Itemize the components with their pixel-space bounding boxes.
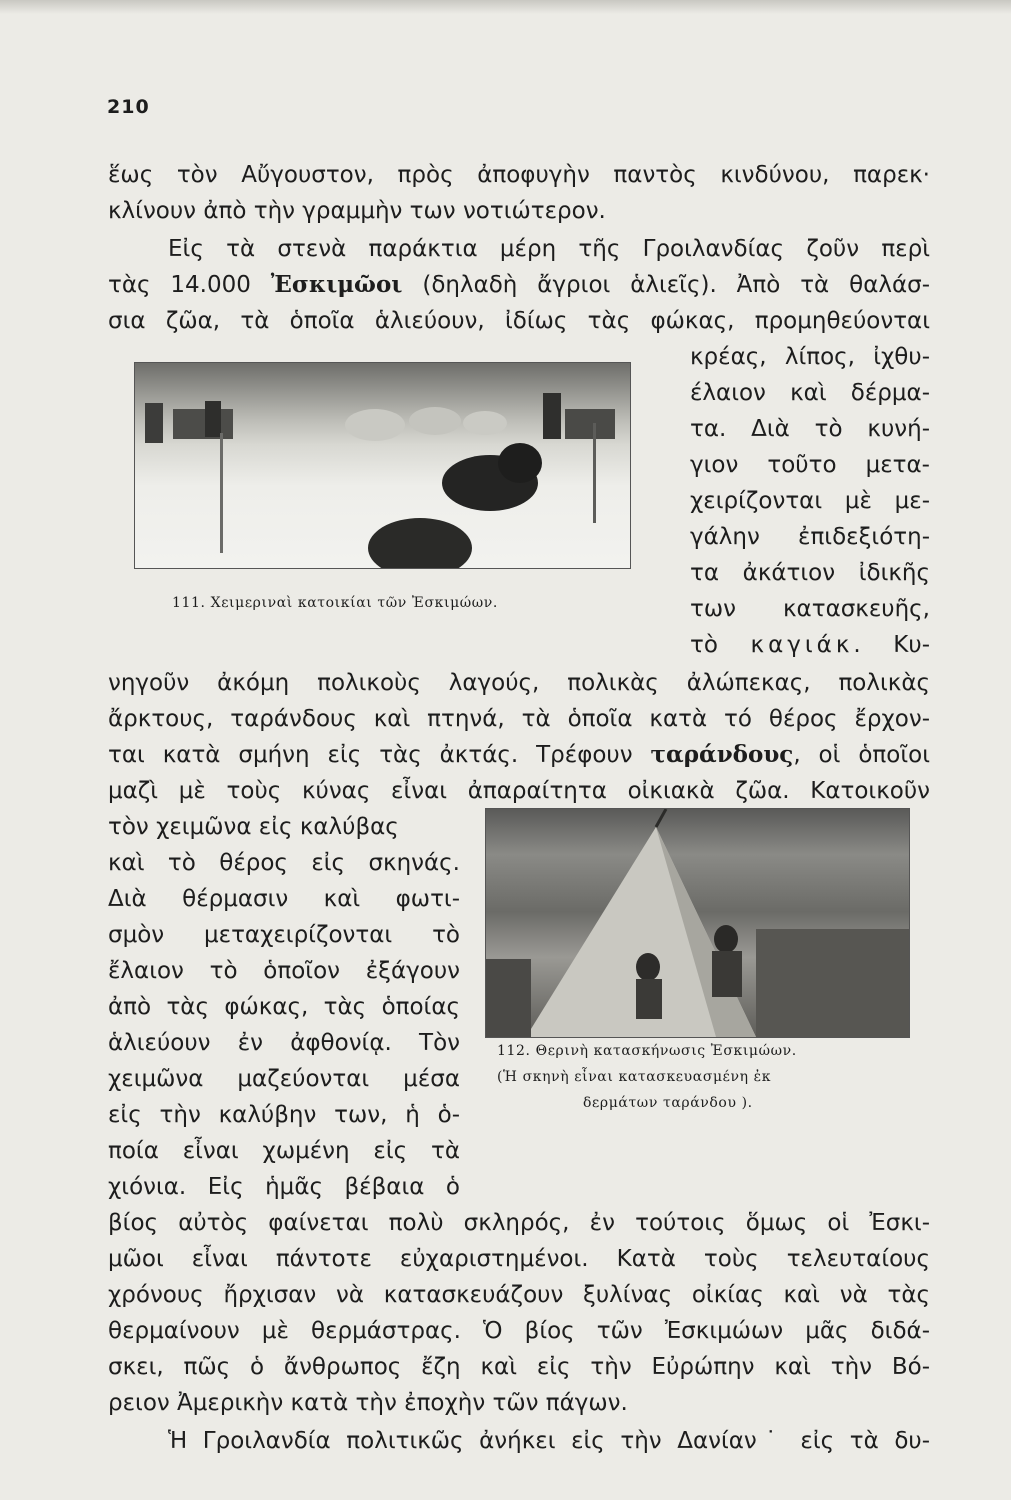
text-line: σμὸν μεταχειρίζονται τὸ xyxy=(108,922,460,948)
text-line xyxy=(108,740,930,770)
winter-scene-illustration xyxy=(135,363,630,568)
figure-112-caption-line3: δερμάτων ταράνδου ). xyxy=(583,1095,753,1111)
text-line: Εἰς τὰ στενὰ παράκτια μέρη τῆς Γροιλανδίας ζοῦν περὶ xyxy=(168,236,930,262)
photo-summer-tent xyxy=(485,808,910,1038)
bold-term-eskimos: Ἐσκιμῶοι xyxy=(270,271,403,298)
text-line: χειρίζονται μὲ με- xyxy=(690,488,930,514)
page-top-edge xyxy=(0,0,1011,14)
text-line: νηγοῦν ἀκόμη πολικοὺς λαγούς, πολικὰς ἀλώπεκας, πολικὰς xyxy=(108,670,930,696)
text-line: καὶ τὸ θέρος εἰς σκηνάς. xyxy=(108,850,460,876)
text-line xyxy=(690,630,930,660)
text-line: τα ἀκάτιον ἰδικῆς xyxy=(690,560,930,586)
spaced-term-kayak: καγιάκ xyxy=(750,632,854,658)
text-line: ἁλιεύουν ἐν ἀφθονίᾳ. Τὸν xyxy=(108,1030,460,1056)
figure-111-caption: 111. Χειμεριναὶ κατοικίαι τῶν Ἐσκιμώων. xyxy=(172,595,498,611)
text-line: μῶοι εἶναι πάντοτε εὐχαριστημένοι. Κατὰ τοὺς τελευταίους xyxy=(108,1246,930,1272)
text-line: ἀπὸ τὰς φώκας, τὰς ὁποίας xyxy=(108,994,460,1020)
text-run: . Κυ- xyxy=(853,632,930,658)
text-line: κλίνουν ἀπὸ τὴν γραμμὴν των νοτιώτερον. xyxy=(108,198,606,224)
text-line: Ἡ Γροιλανδία πολιτικῶς ἀνήκει εἰς τὴν Δανίαν˙ εἰς τὰ δυ- xyxy=(168,1428,930,1454)
text-line xyxy=(108,270,930,300)
text-line: των κατασκευῆς, xyxy=(690,596,930,622)
text-line: ποία εἶναι χωμένη εἰς τὰ xyxy=(108,1138,460,1164)
text-run: τὸ xyxy=(690,632,751,658)
text-line: βίος αὐτὸς φαίνεται πολὺ σκληρός, ἐν τούτοις ὅμως οἱ Ἐσκι- xyxy=(108,1210,930,1236)
text-line: κρέας, λίπος, ἰχθυ- xyxy=(690,344,930,370)
text-line: ἄρκτους, ταράνδους καὶ πτηνά, τὰ ὁποῖα κατὰ τό θέρος ἔρχον- xyxy=(108,706,930,732)
text-line: εἰς τὴν καλύβην των, ἡ ὁ- xyxy=(108,1102,460,1128)
text-line: χρόνους ἤρχισαν νὰ κατασκευάζουν ξυλίνας οἰκίας καὶ νὰ τὰς xyxy=(108,1282,930,1308)
text-line: γάλην ἐπιδεξιότη- xyxy=(690,524,930,550)
text-run: τὰς 14.000 xyxy=(108,272,271,298)
figure-112-caption-line2: (Ἡ σκηνὴ εἶναι κατασκευασμένη ἐκ xyxy=(497,1069,772,1085)
text-line: ρειον Ἀμερικὴν κατὰ τὴν ἐποχὴν τῶν πάγων. xyxy=(108,1390,628,1416)
text-run: ται κατὰ σμήνη εἰς τὰς ἀκτάς. Τρέφουν xyxy=(108,742,651,768)
text-line: χιόνια. Εἰς ἡμᾶς βέβαια ὁ xyxy=(108,1174,460,1200)
text-line: ἕως τὸν Αὔγουστον, πρὸς ἀποφυγὴν παντὸς κινδύνου, παρεκ· xyxy=(108,162,930,188)
text-run: (δηλαδὴ ἄγριοι ἁλιεῖς). Ἀπὸ τὰ θαλάσ- xyxy=(402,272,931,298)
text-line: έλαιον καὶ δέρμα- xyxy=(690,380,930,406)
tent-scene-illustration xyxy=(486,809,909,1037)
bold-term-reindeer: ταράνδους xyxy=(650,741,794,768)
text-line: τὸν χειμῶνα εἰς καλύβας xyxy=(108,814,399,840)
text-run: , οἱ ὁποῖοι xyxy=(793,742,930,768)
figure-112-caption-line1: 112. Θερινὴ κατασκήνωσις Ἐσκιμώων. xyxy=(497,1043,797,1059)
text-line: μαζὶ μὲ τοὺς κύνας εἶναι ἀπαραίτητα οἰκιακὰ ζῶα. Κατοικοῦν xyxy=(108,778,930,804)
text-line: Διὰ θέρμασιν καὶ φωτι- xyxy=(108,886,460,912)
text-line: σκει, πῶς ὁ ἄνθρωπος ἔζη καὶ εἰς τὴν Εὐρώπην καὶ τὴν Βό- xyxy=(108,1354,930,1380)
text-line: γιον τοῦτο μετα- xyxy=(690,452,930,478)
text-line: σια ζῶα, τὰ ὁποῖα ἁλιεύουν, ἰδίως τὰς φώκας, προμηθεύονται xyxy=(108,308,930,334)
photo-winter-dwellings xyxy=(134,362,631,569)
text-line: θερμαίνουν μὲ θερμάστρας. Ὁ βίος τῶν Ἐσκιμώων μᾶς διδά- xyxy=(108,1318,930,1344)
page-number: 210 xyxy=(107,96,150,118)
text-line: ἔλαιον τὸ ὁποῖον ἐξάγουν xyxy=(108,958,460,984)
text-line: τα. Διὰ τὸ κυνή- xyxy=(690,416,930,442)
text-line: χειμῶνα μαζεύονται μέσα xyxy=(108,1066,460,1092)
